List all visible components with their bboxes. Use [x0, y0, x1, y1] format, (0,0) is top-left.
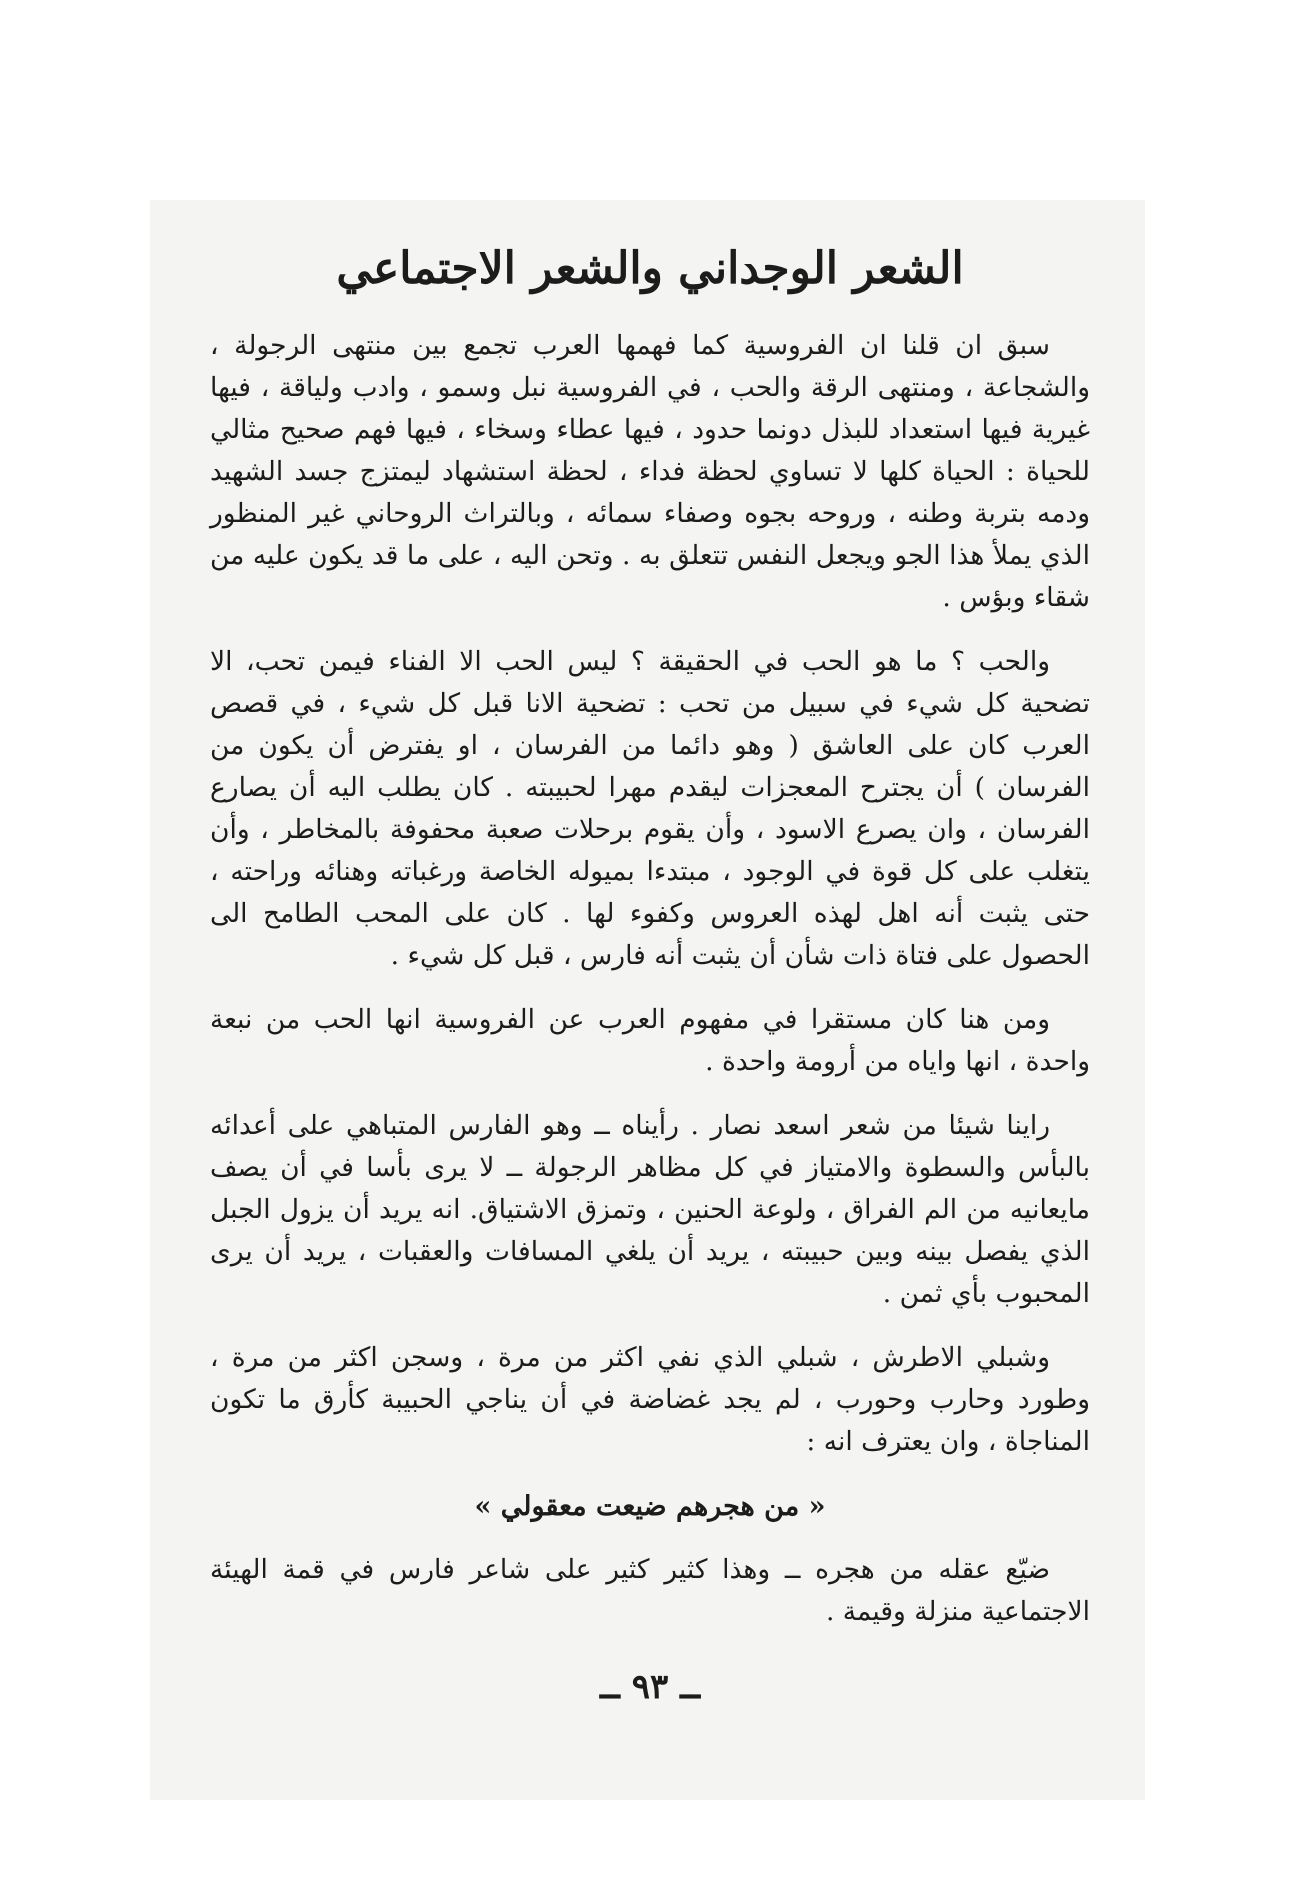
quoted-verse: « من هجرهم ضيعت معقولي »: [474, 1491, 826, 1523]
paragraph-4: راينا شيئا من شعر اسعد نصار . رأيناه ــ وهو الفارس المتباهي على أعدائه بالبأس والسطوة والامتياز في كل مظاهر الرجولة ــ لا يرى بأسا في أن يصف مايعانيه من الم الفراق ، ولوعة الحنين ، وتمزق الاشتياق. انه يريد أن يزول الجبل الذي يفصل بينه وبين حبيبته ، يريد أن يلغي المسافات والعقبات ، يريد أن يرى المحبوب بأي ثمن .: [210, 1110, 1090, 1310]
paragraph-2: والحب ؟ ما هو الحب في الحقيقة ؟ ليس الحب الا الفناء فيمن تحب، الا تضحية كل شيء في سبيل من تحب : تضحية الانا قبل كل شيء ، في قصص العرب كان على العاشق ( وهو دائما من الفرسان ، او يفترض أن يكون من الفرسان ) أن يجترح المعجزات ليقدم مهرا لحبيبته . كان يطلب اليه أن يصارع الفرسان ، وان يصرع الاسود ، وأن يقوم برحلات صعبة محفوفة بالمخاطر ، وأن يتغلب على كل قوة في الوجود ، مبتدءا بميوله الخاصة ورغباته وهنائه وراحته ، حتى يثبت أنه اهل لهذه العروس وكفوء لها . كان على المحب الطامح الى الحصول على فتاة ذات شأن أن يثبت أنه فارس ، قبل كل شيء .: [210, 646, 1090, 972]
page-title: الشعر الوجداني والشعر الاجتماعي: [336, 243, 964, 294]
page-number: ــ ٩٣ ــ: [599, 1667, 701, 1708]
paragraph-3: ومن هنا كان مستقرا في مفهوم العرب عن الفروسية انها الحب من نبعة واحدة ، انها واياه من أرومة واحدة .: [210, 1004, 1090, 1078]
paragraph-1: سبق ان قلنا ان الفروسية كما فهمها العرب تجمع بين منتهى الرجولة ، والشجاعة ، ومنتهى الرقة والحب ، في الفروسية نبل وسمو ، وادب ولياقة ، فيها غيرية فيها استعداد للبذل دونما حدود ، فيها عطاء وسخاء ، فيها فهم صحيح مثالي للحياة : الحياة كلها لا تساوي لحظة فداء ، لحظة استشهاد ليمتزج جسد الشهيد ودمه بتربة وطنه ، وروحه بجوه وصفاء سمائه ، وبالتراث الروحاني غير المنظور الذي يملأ هذا الجو ويجعل النفس تتعلق به . وتحن اليه ، على ما قد يكون عليه من شقاء وبؤس .: [210, 330, 1090, 614]
paragraph-5: وشبلي الاطرش ، شبلي الذي نفي اكثر من مرة ، وسجن اكثر من مرة ، وطورد وحارب وحورب ، لم يجد غضاضة في أن يناجي الحبيبة كأرق ما تكون المناجاة ، وان يعترف انه :: [210, 1342, 1090, 1458]
closing-paragraph: ضيّع عقله من هجره ــ وهذا كثير كثير على شاعر فارس في قمة الهيئة الاجتماعية منزلة وقيمة .: [210, 1554, 1090, 1628]
page-content: [210, 220, 1090, 1707]
